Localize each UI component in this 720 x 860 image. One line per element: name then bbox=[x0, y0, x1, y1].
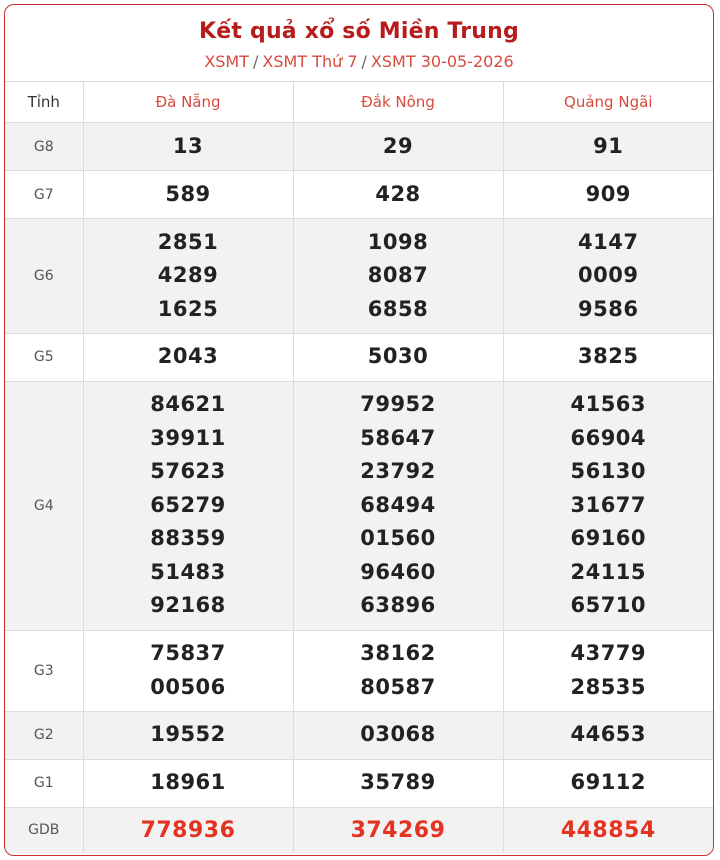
prize-number: 41563 bbox=[570, 392, 647, 417]
prize-label: G3 bbox=[5, 630, 83, 711]
prize-row-g3 bbox=[5, 630, 713, 711]
prize-number: 2043 bbox=[157, 344, 219, 369]
prize-number: 65710 bbox=[570, 593, 647, 618]
prize-cell bbox=[83, 123, 293, 171]
prize-number: 68494 bbox=[360, 492, 436, 517]
prize-cell bbox=[293, 171, 503, 219]
prize-label: G5 bbox=[5, 333, 83, 381]
prize-number: 03068 bbox=[360, 722, 436, 747]
prize-row-g1 bbox=[5, 759, 713, 807]
breadcrumb bbox=[5, 52, 713, 71]
prize-number: 69112 bbox=[570, 770, 647, 795]
prize-number: 13 bbox=[172, 133, 204, 158]
prize-number: 18961 bbox=[150, 770, 226, 795]
prize-cell bbox=[83, 219, 293, 334]
prize-number: 51483 bbox=[150, 559, 226, 584]
prize-number: 2851 bbox=[157, 229, 219, 254]
prize-cell bbox=[503, 381, 713, 630]
prize-number: 589 bbox=[165, 181, 211, 206]
prize-number: 63896 bbox=[360, 593, 436, 618]
prize-number: 1098 bbox=[367, 229, 429, 254]
prize-cell bbox=[503, 807, 713, 853]
prize-number: 56130 bbox=[570, 459, 647, 484]
prize-number: 88359 bbox=[150, 526, 226, 551]
prize-cell bbox=[503, 219, 713, 334]
prize-number: 29 bbox=[382, 133, 414, 158]
prize-number: 69160 bbox=[570, 526, 647, 551]
prize-row-gdb bbox=[5, 807, 713, 853]
prize-number: 96460 bbox=[360, 559, 436, 584]
results-header bbox=[5, 5, 713, 81]
prize-number: 39911 bbox=[150, 425, 226, 450]
prize-row-g4 bbox=[5, 381, 713, 630]
prize-row-g2 bbox=[5, 711, 713, 759]
prize-number: 1625 bbox=[157, 296, 219, 321]
prize-cell bbox=[293, 219, 503, 334]
prize-cell bbox=[503, 333, 713, 381]
prize-number: 58647 bbox=[360, 425, 436, 450]
corner-label: Tỉnh bbox=[5, 82, 83, 123]
prize-number: 38162 bbox=[360, 641, 436, 665]
prize-number: 0009 bbox=[578, 263, 639, 287]
prize-label: G2 bbox=[5, 711, 83, 759]
prize-cell bbox=[83, 759, 293, 807]
breadcrumb-link-weekday[interactable]: XSMT Thứ 7 bbox=[262, 52, 358, 71]
prize-cell bbox=[83, 711, 293, 759]
prize-cell bbox=[293, 807, 503, 853]
prize-number: 43779 bbox=[570, 641, 647, 665]
prize-number: 79952 bbox=[360, 392, 436, 417]
breadcrumb-link-date[interactable]: XSMT 30-05-2026 bbox=[370, 52, 514, 71]
prize-number: 91 bbox=[593, 133, 624, 158]
prize-number: 31677 bbox=[570, 492, 647, 517]
prize-cell bbox=[83, 381, 293, 630]
prize-row-g6 bbox=[5, 219, 713, 334]
prize-row-g8 bbox=[5, 123, 713, 171]
prize-label: GDB bbox=[5, 807, 83, 853]
prize-cell bbox=[83, 171, 293, 219]
prize-cell bbox=[503, 123, 713, 171]
special-prize-number: 448854 bbox=[560, 817, 656, 843]
prize-number: 35789 bbox=[360, 770, 436, 795]
prize-label: G4 bbox=[5, 381, 83, 630]
prize-number: 4289 bbox=[157, 263, 219, 287]
prize-cell bbox=[503, 711, 713, 759]
prize-cell bbox=[83, 630, 293, 711]
prize-row-g5 bbox=[5, 333, 713, 381]
prize-label: G8 bbox=[5, 123, 83, 171]
prize-cell bbox=[293, 381, 503, 630]
special-prize-number: 778936 bbox=[140, 817, 236, 843]
prize-number: 4147 bbox=[578, 229, 639, 254]
province-header-dak-nong: Đắk Nông bbox=[293, 82, 503, 123]
prize-cell bbox=[293, 123, 503, 171]
province-header-quang-ngai: Quảng Ngãi bbox=[503, 82, 713, 123]
prize-number: 24115 bbox=[570, 559, 647, 584]
breadcrumb-link-xsmt[interactable]: XSMT bbox=[204, 52, 250, 71]
prize-number: 9586 bbox=[578, 296, 639, 321]
prize-number: 80587 bbox=[360, 674, 436, 699]
prize-number: 3825 bbox=[578, 344, 639, 369]
prize-number: 23792 bbox=[360, 459, 436, 484]
prize-number: 01560 bbox=[360, 526, 436, 551]
prize-number: 84621 bbox=[150, 392, 226, 417]
prize-number: 28535 bbox=[570, 674, 647, 699]
prize-cell bbox=[293, 630, 503, 711]
prize-cell bbox=[83, 333, 293, 381]
breadcrumb-separator: / bbox=[253, 52, 259, 71]
breadcrumb-separator: / bbox=[361, 52, 367, 71]
results-card bbox=[4, 4, 714, 856]
prize-cell bbox=[503, 759, 713, 807]
prize-number: 00506 bbox=[150, 674, 226, 699]
prize-number: 5030 bbox=[367, 344, 429, 369]
prize-number: 909 bbox=[585, 181, 631, 206]
prize-number: 19552 bbox=[150, 722, 226, 747]
prize-number: 6858 bbox=[367, 296, 429, 321]
page-title: Kết quả xổ số Miền Trung bbox=[199, 19, 519, 44]
prize-label: G1 bbox=[5, 759, 83, 807]
prize-cell bbox=[293, 711, 503, 759]
prize-cell bbox=[503, 171, 713, 219]
prize-number: 65279 bbox=[150, 492, 226, 517]
results-table bbox=[5, 81, 713, 853]
special-prize-number: 374269 bbox=[350, 817, 446, 843]
table-header-row bbox=[5, 82, 713, 123]
prize-number: 57623 bbox=[150, 459, 226, 484]
prize-cell bbox=[503, 630, 713, 711]
results-body bbox=[5, 123, 713, 854]
prize-row-g7 bbox=[5, 171, 713, 219]
prize-number: 75837 bbox=[150, 641, 226, 665]
prize-number: 66904 bbox=[570, 425, 647, 450]
prize-number: 8087 bbox=[367, 263, 429, 287]
prize-number: 428 bbox=[375, 181, 421, 206]
prize-cell bbox=[293, 333, 503, 381]
prize-number: 44653 bbox=[570, 722, 647, 747]
prize-label: G7 bbox=[5, 171, 83, 219]
prize-cell bbox=[83, 807, 293, 853]
prize-number: 92168 bbox=[150, 593, 226, 618]
province-header-da-nang: Đà Nẵng bbox=[83, 82, 293, 123]
prize-cell bbox=[293, 759, 503, 807]
prize-label: G6 bbox=[5, 219, 83, 334]
